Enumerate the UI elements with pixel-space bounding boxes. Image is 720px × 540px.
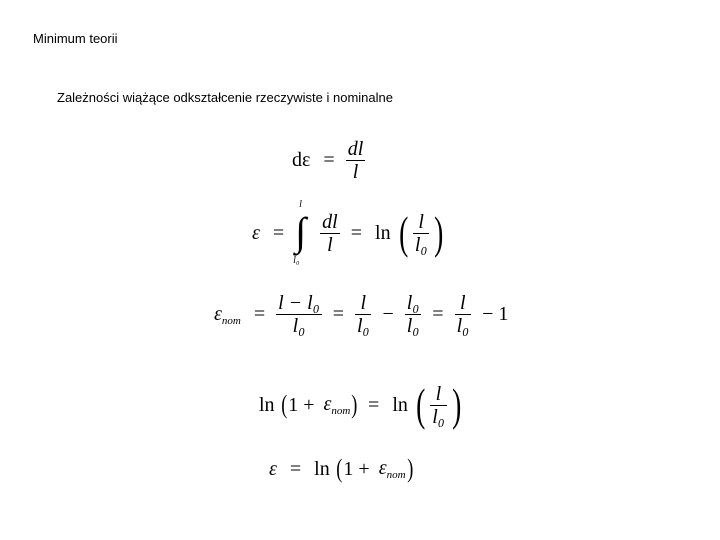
eq1-equals: = [323,149,335,171]
eq4-paren-denominator: l₀ [432,405,445,428]
eq3-f1-denominator: l₀ [292,315,306,337]
eq3-fraction-3 [405,292,422,337]
eq3-minus: − [382,303,394,325]
eq3-f2-numerator: l [360,292,366,314]
equation-nominal-strain [210,292,512,337]
eq3-fraction-2 [355,292,372,337]
integral-lower-limit: l₀ [293,255,300,266]
eq1-fraction [346,138,366,183]
integral-sign: ∫ l l₀ [293,199,307,266]
eq3-lhs: ε [214,302,222,325]
eq2-equals-2: = [350,221,363,244]
eq4-paren-numerator: l [435,382,442,405]
eq4-ln-2: ln [392,393,408,416]
slide-subtitle: Zależności wiążące odkształcenie rzeczywiste i nominalne [57,90,393,105]
eq3-f3-denominator: l₀ [406,315,420,337]
eq3-minus-one: − 1 [482,303,509,325]
eq1-lhs: dε [292,149,311,171]
slide-title: Minimum teorii [33,31,118,46]
eq2-numerator: dl [322,210,338,233]
eq3-fraction-4 [455,292,472,337]
equation-true-from-nominal: $\varepsilon = \ln (1 + \varepsilon_{nom})$ [269,454,413,483]
eq5-one-plus: 1 + [343,457,370,480]
eq4-equals: = [368,393,380,416]
eq3-equals: = [253,303,266,325]
eq4-paren-fraction [430,383,447,428]
eq5-epsilon: ε [378,457,387,479]
eq1-numerator: dl [347,138,364,160]
eq1-denominator: l [352,161,359,183]
equation-log-relation: $\ln (1 + \varepsilon_{nom}) = \ln$ ( $\frac{l}{\text{l₀}}$ ) [259,379,461,430]
eq4-ln: ln [259,393,275,416]
eq2-denominator: l [327,233,333,256]
eq4-epsilon: ε [323,393,332,415]
eq3-f1-numerator: l − l₀ [278,292,320,314]
eq2-equals: = [272,221,285,244]
eq2-paren-numerator: l [418,210,424,233]
eq3-f3-numerator: l₀ [406,292,420,314]
eq2-paren-fraction [413,211,430,256]
eq2-paren-denominator: l₀ [414,233,428,256]
eq3-f4-numerator: l [460,292,466,314]
eq2-lhs: ε [252,221,260,244]
eq3-equals-2: = [332,303,344,325]
eq4-epsilon-subscript: nom [331,405,351,417]
eq3-equals-3: = [432,303,444,325]
eq5-epsilon-subscript: nom [386,469,406,481]
eq2-ln: ln [375,221,391,244]
eq5-equals: = [289,457,302,480]
eq3-fraction-1 [276,292,322,337]
eq3-lhs-subscript: nom [221,314,241,327]
integral-upper-limit: l [299,199,302,210]
eq3-f2-denominator: l₀ [356,315,370,337]
eq2-fraction [320,211,340,256]
eq5-lhs: ε [269,457,277,480]
eq5-ln: ln [314,457,330,480]
equation-strain-differential [288,138,367,183]
equation-true-strain-integral: ε = ∫ l l₀ $\frac{dl}{l}$ = ln ( $\frac{l}{\text{l₀}}$ ) [252,199,444,266]
eq3-f4-denominator: l₀ [456,315,470,337]
eq4-one-plus: 1 + [288,393,315,416]
